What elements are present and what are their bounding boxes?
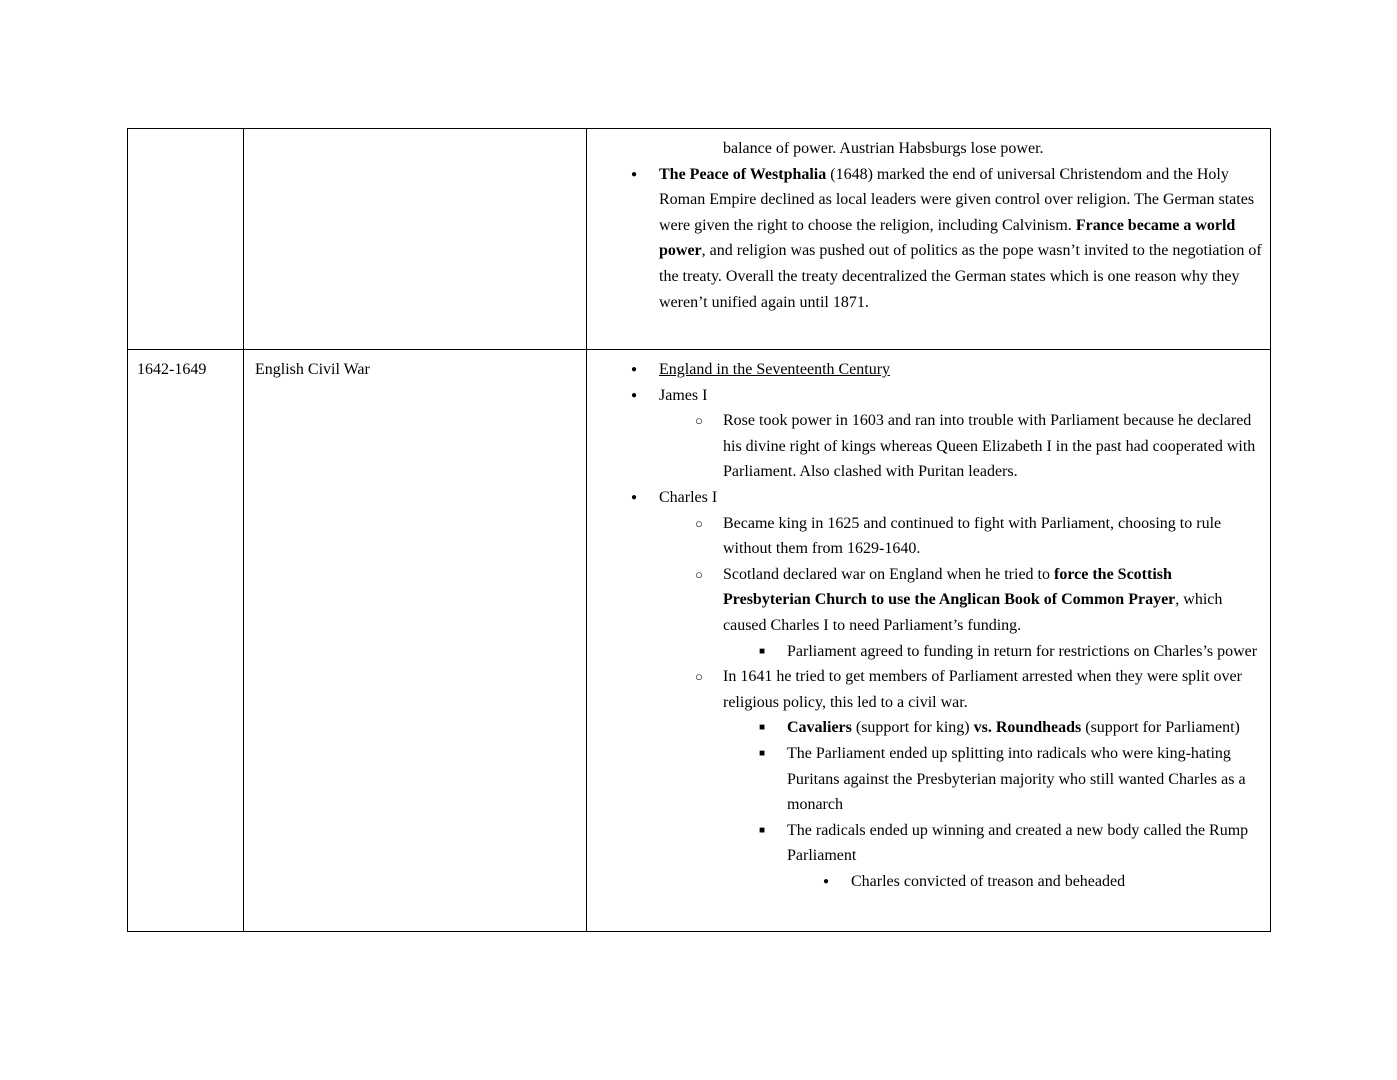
bullet-circle-icon: ○ <box>695 413 703 429</box>
event-text: English Civil War <box>255 361 370 378</box>
bullet-disc-icon: ● <box>823 875 830 887</box>
text-run: Cavaliers <box>787 719 852 737</box>
note-text <box>723 136 1262 162</box>
text-run: vs. Roundheads <box>973 719 1082 737</box>
text-run: The Parliament ended up splitting into radicals who were king-hating Puritans against the Presbyterian majority who still wanted Charles as a monarch <box>787 744 1246 814</box>
table-body <box>128 129 1271 932</box>
text-run: (support for Parliament) <box>1081 719 1240 737</box>
note-item <box>592 511 1262 562</box>
text-run: , which caused Charles I to need Parliament’s funding. <box>723 591 1223 634</box>
history-notes-table <box>127 128 1271 932</box>
bullet-square-icon: ■ <box>759 824 766 836</box>
text-run: Charles I <box>659 488 718 506</box>
note-text <box>659 162 1262 316</box>
date-cell <box>128 129 244 350</box>
bullet-square-icon: ■ <box>759 645 766 657</box>
note-item <box>592 162 1262 316</box>
note-text <box>723 511 1262 562</box>
bullet-disc-icon: ● <box>631 364 638 375</box>
note-item <box>592 383 1262 409</box>
bullet-circle-icon: ○ <box>695 566 703 582</box>
notes-cell <box>587 129 1271 350</box>
note-text <box>787 715 1262 741</box>
event-cell <box>244 129 587 350</box>
bullet-disc-icon: ● <box>631 491 638 503</box>
note-text <box>787 818 1262 869</box>
text-run: In 1641 he tried to get members of Parliament arrested when they were split over religious policy, this led to a civil war. <box>723 668 1242 711</box>
text-run: (support for king) <box>851 719 974 737</box>
note-item <box>592 664 1262 715</box>
note-text <box>723 664 1262 715</box>
table-row-english-civil-war <box>128 350 1271 932</box>
text-run: Scotland declared war on England when he tried to <box>723 565 1054 583</box>
text-run: balance of power. Austrian Habsburgs lose power. <box>723 140 1044 157</box>
text-run: France became a world power <box>659 216 1236 260</box>
note-text <box>787 639 1262 665</box>
bullet-disc-icon: ● <box>631 168 638 180</box>
text-run: Became king in 1625 and continued to fight with Parliament, choosing to rule without them from 1629-1640. <box>723 514 1222 558</box>
note-text <box>851 869 1262 895</box>
note-text <box>659 485 1262 511</box>
notes-list <box>592 357 1262 894</box>
text-run: (1648) marked the end of universal Christendom and the Holy Roman Empire declined as local leaders were given control over religion. The German states were given the right to choose the religion, including Calvinism. <box>659 165 1255 234</box>
text-run: Charles convicted of treason and beheaded <box>851 872 1126 890</box>
table-row-continuation <box>128 129 1271 350</box>
bullet-square-icon: ■ <box>759 722 766 734</box>
note-item <box>592 639 1262 665</box>
note-item <box>592 715 1262 741</box>
event-cell <box>244 350 587 932</box>
date-text: 1642-1649 <box>137 361 207 378</box>
note-item <box>592 741 1262 818</box>
text-run: The Peace of Westphalia <box>659 165 827 183</box>
note-text <box>723 562 1262 639</box>
note-text <box>787 741 1262 818</box>
note-item <box>592 562 1262 639</box>
note-text <box>659 383 1262 409</box>
text-run: force the Scottish Presbyterian Church to use the Anglican Book of Common Prayer <box>723 565 1176 609</box>
text-run: , and religion was pushed out of politics as the pope wasn’t invited to the negotiation of the treaty. Overall the treaty decentralized the German states which is one reason why they weren’t unified again until 1871. <box>659 242 1262 311</box>
note-text <box>659 357 1262 383</box>
note-item <box>592 869 1262 895</box>
note-item <box>592 408 1262 485</box>
date-cell <box>128 350 244 932</box>
bullet-disc-icon: ● <box>631 389 638 401</box>
notes-list <box>592 136 1262 315</box>
bullet-square-icon: ■ <box>759 747 766 759</box>
text-run: England in the Seventeenth Century <box>659 361 891 378</box>
note-text <box>723 408 1262 485</box>
text-run: Rose took power in 1603 and ran into trouble with Parliament because he declared his divine right of kings whereas Queen Elizabeth I in the past had cooperated with Parliament. Also clashed with Puritan leaders. <box>723 412 1256 481</box>
note-item <box>592 136 1262 162</box>
text-run: The radicals ended up winning and created a new body called the Rump Parliament <box>787 821 1249 865</box>
text-run: Parliament agreed to funding in return for restrictions on Charles’s power <box>787 642 1258 660</box>
bullet-circle-icon: ○ <box>695 515 703 531</box>
note-item <box>592 485 1262 511</box>
notes-cell <box>587 350 1271 932</box>
note-item <box>592 357 1262 383</box>
note-item <box>592 818 1262 869</box>
bullet-circle-icon: ○ <box>695 669 703 685</box>
text-run: James I <box>659 386 708 404</box>
